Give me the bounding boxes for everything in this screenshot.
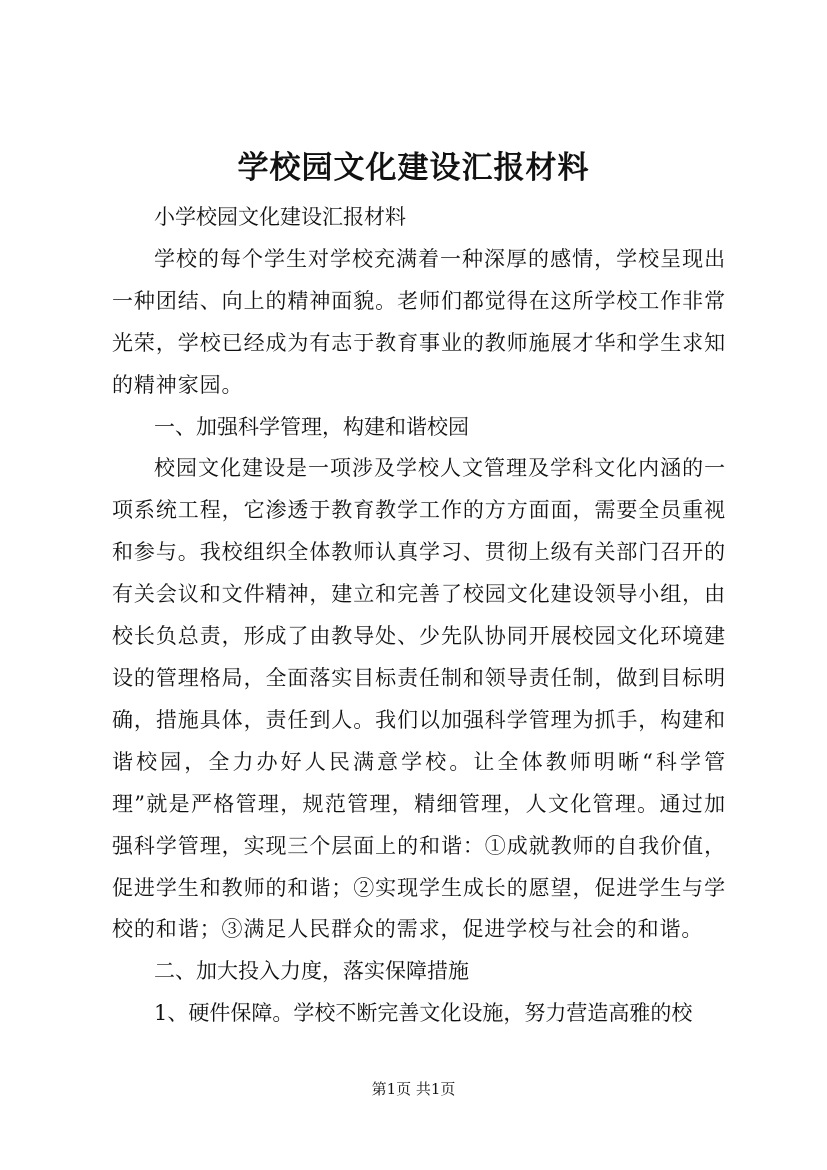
page-number-footer: 第1页 共1页 (371, 1080, 456, 1098)
document-title: 学校园文化建设汇报材料 (237, 150, 590, 186)
section-2-paragraph: 1、硬件保障。学校不断完善文化设施，努力营造高雅的校 (154, 1001, 693, 1026)
section-1-paragraph: 校园文化建设是一项涉及学校人文管理及学科文化内涵的一项系统工程，它渗透于教育教学工作的方方面面，需要全员重视和参与。我校组织全体教师认真学习、贯彻上级有关部门召开的有关会议和文件精神，建立和完善了校园文化建设领导小组，由校长负总责，形成了由教导处、少先队协同开展校园文化环境建设的管理格局，全面落实目标责任制和领导责任制，做到目标明确，措施具体，责任到人。我们以加强科学管理为抓手，构建和谐校园，全力办好人民满意学校。让全体教师明晰“科学管理”就是严格管理，规范管理，精细管理，人文化管理。通过加强科学管理，实现三个层面上的和谐：①成就教师的自我价值，促进学生和教师的和谐；②实现学生成长的愿望，促进学生与学校的和谐；③满足人民群众的需求，促进学校与社会的和谐。 (112, 456, 726, 942)
section-heading-2: 二、加大投入力度，落实保障措施 (154, 959, 469, 984)
subtitle-paragraph: 小学校园文化建设汇报材料 (154, 205, 406, 229)
section-heading-1: 一、加强科学管理，构建和谐校园 (154, 414, 469, 439)
document-body (112, 197, 726, 1035)
intro-paragraph: 学校的每个学生对学校充满着一种深厚的感情，学校呈现出一种团结、向上的精神面貌。老师们都觉得在这所学校工作非常光荣，学校已经成为有志于教育事业的教师施展才华和学生求知的精神家园。 (112, 246, 726, 397)
